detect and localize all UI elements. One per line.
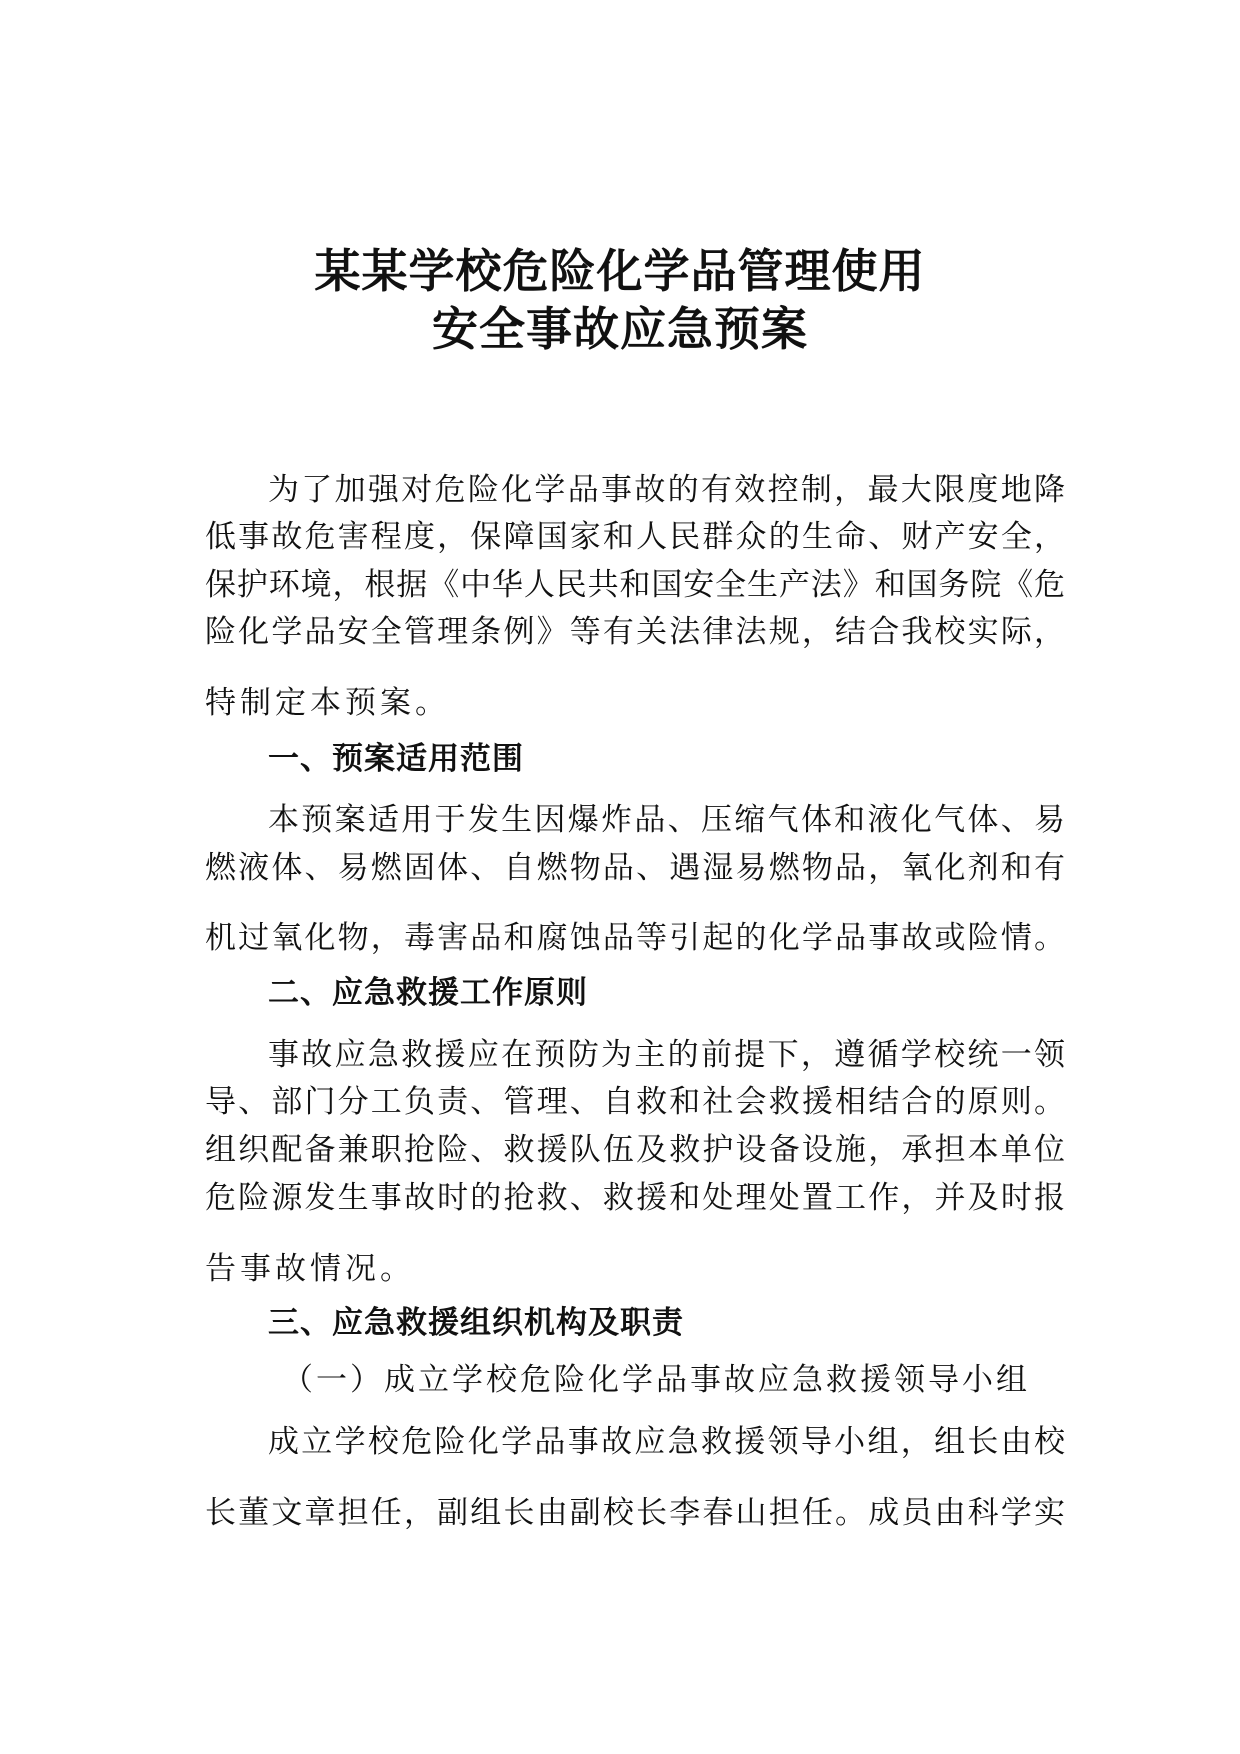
section-2-heading: 二、应急救援工作原则 (268, 975, 588, 1011)
section-1-line-3: 机过氧化物，毒害品和腐蚀品等引起的化学品事故或险情。 (205, 920, 1065, 956)
document-title-line-2: 安全事故应急预案 (432, 302, 808, 356)
section-2-line-2: 导、部门分工负责、管理、自救和社会救援相结合的原则。 (205, 1084, 1065, 1120)
document-title-line-1: 某某学校危险化学品管理使用 (314, 244, 926, 298)
intro-line-3: 保护环境，根据《中华人民共和国安全生产法》和国务院《危 (205, 567, 1065, 603)
section-3-line-1: 成立学校危险化学品事故应急救援领导小组，组长由校 (268, 1424, 1065, 1460)
section-3-heading: 三、应急救援组织机构及职责 (268, 1305, 684, 1341)
section-2-line-5: 告事故情况。 (205, 1251, 415, 1287)
section-3-line-2: 长董文章担任，副组长由副校长李春山担任。成员由科学实 (205, 1495, 1065, 1531)
intro-line-5: 特制定本预案。 (205, 685, 450, 721)
section-1-line-1: 本预案适用于发生因爆炸品、压缩气体和液化气体、易 (268, 802, 1065, 838)
intro-line-2: 低事故危害程度，保障国家和人民群众的生命、财产安全， (205, 519, 1065, 555)
section-2-line-3: 组织配备兼职抢险、救援队伍及救护设备设施，承担本单位 (205, 1132, 1065, 1168)
intro-line-1: 为了加强对危险化学品事故的有效控制，最大限度地降 (268, 472, 1065, 508)
section-2-line-4: 危险源发生事故时的抢救、救援和处理处置工作，并及时报 (205, 1180, 1065, 1216)
intro-line-4: 险化学品安全管理条例》等有关法律法规，结合我校实际， (205, 614, 1065, 650)
section-1-heading: 一、预案适用范围 (268, 741, 524, 777)
section-2-line-1: 事故应急救援应在预防为主的前提下，遵循学校统一领 (268, 1037, 1065, 1073)
section-3-subheading: （一）成立学校危险化学品事故应急救援领导小组 (282, 1362, 1030, 1398)
section-1-line-2: 燃液体、易燃固体、自燃物品、遇湿易燃物品，氧化剂和有 (205, 850, 1065, 886)
